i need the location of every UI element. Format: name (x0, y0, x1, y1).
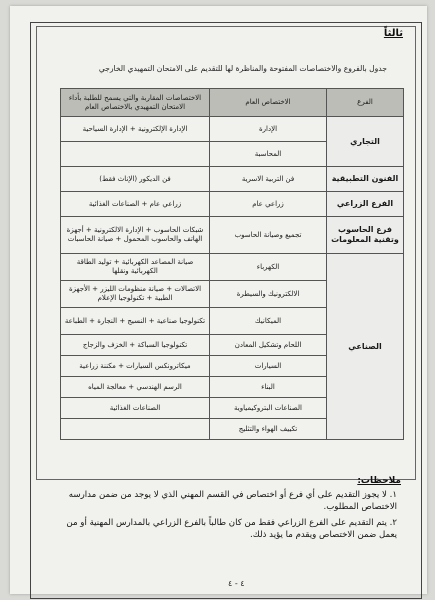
general-cell: الكهرباء (210, 254, 327, 281)
table-row (61, 167, 404, 192)
comparable-cell: ميكاترونكس السيارات + مكننة زراعية (61, 356, 210, 377)
general-cell: الميكانيك (210, 308, 327, 335)
branch-commercial: التجاري (327, 117, 404, 167)
comparable-cell: صيانة المصاعد الكهربائية + توليد الطاقة الكهربائية ونقلها (61, 254, 210, 281)
general-cell: تجميع وصيانة الحاسوب (210, 217, 327, 254)
note-item: ٢. يتم التقديم على الفرع الزراعي فقط من كان طالباً بالفرع الزراعي بالمدارس المهنية أو من يعمل ضمن الاختصاص ويقدم ما يؤيد ذلك. (66, 518, 397, 540)
comparable-cell (61, 419, 210, 440)
header-general: الاختصاص العام (210, 89, 327, 117)
document-page (10, 6, 427, 594)
comparable-cell: الاتصالات + صيانة منظومات الليزر + الأجهزة الطبية + تكنولوجيا الإعلام (61, 281, 210, 308)
note-item: ١. لا يجوز التقديم على أي فرع أو اختصاص في القسم المهني الذي لا يوجد من ضمن مدارسه الاختصاص المطلوب. (68, 490, 397, 512)
general-cell: المحاسبة (210, 142, 327, 167)
general-cell: البناء (210, 377, 327, 398)
table-row (61, 192, 404, 217)
section-heading: ثالثاً (383, 28, 403, 39)
notes-heading: ملاحظات: (357, 476, 401, 486)
general-cell: زراعي عام (210, 192, 327, 217)
header-comparable: الاختصاصات المقاربة والتي يسمح للطلبة بأداء الامتحان التمهيدي بالاختصاص العام (61, 89, 210, 117)
general-cell: الإدارة (210, 117, 327, 142)
general-cell: الصناعات البتروكيمياوية (210, 398, 327, 419)
general-cell: فن التربية الاسرية (210, 167, 327, 192)
table-row (61, 217, 404, 254)
branch-industrial: الصناعي (327, 254, 404, 440)
table-row (61, 254, 404, 281)
general-cell: اللحام وتشكيل المعادن (210, 335, 327, 356)
comparable-cell: تكنولوجيا السباكة + الخزف والزجاج (61, 335, 210, 356)
general-cell: السيارات (210, 356, 327, 377)
general-cell: تكييف الهواء والتثليج (210, 419, 327, 440)
intro-text: جدول بالفروع والاختصاصات المفتوحة والمناظرة لها للتقديم على الامتحان التمهيدي الخارجي (98, 64, 387, 73)
comparable-cell: الرسم الهندسي + معالجة المياه (61, 377, 210, 398)
comparable-cell: الإدارة الإلكترونية + الإدارة السياحية (61, 117, 210, 142)
header-branch: الفرع (327, 89, 404, 117)
branch-agricultural: الفرع الزراعي (327, 192, 404, 217)
comparable-cell: تكنولوجيا صناعية + النسيج + النجارة + الطباعة (61, 308, 210, 335)
comparable-cell: الصناعات الغذائية (61, 398, 210, 419)
table-row (61, 117, 404, 142)
general-cell: الالكترونيك والسيطرة (210, 281, 327, 308)
page-number: ٤ - ٤ (228, 579, 245, 588)
branch-applied-arts: الفنون التطبيقية (327, 167, 404, 192)
comparable-cell: فن الديكور (الإناث فقط) (61, 167, 210, 192)
comparable-cell: شبكات الحاسوب + الإدارة الالكترونية + أجهزة الهاتف والحاسوب المحمول + صيانة الحاسبات (61, 217, 210, 254)
branches-table (60, 88, 404, 440)
branch-computing: فرع الحاسوب وتقنية المعلومات (327, 217, 404, 254)
comparable-cell: زراعي عام + الصناعات الغذائية (61, 192, 210, 217)
table-header-row (61, 89, 404, 117)
comparable-cell (61, 142, 210, 167)
